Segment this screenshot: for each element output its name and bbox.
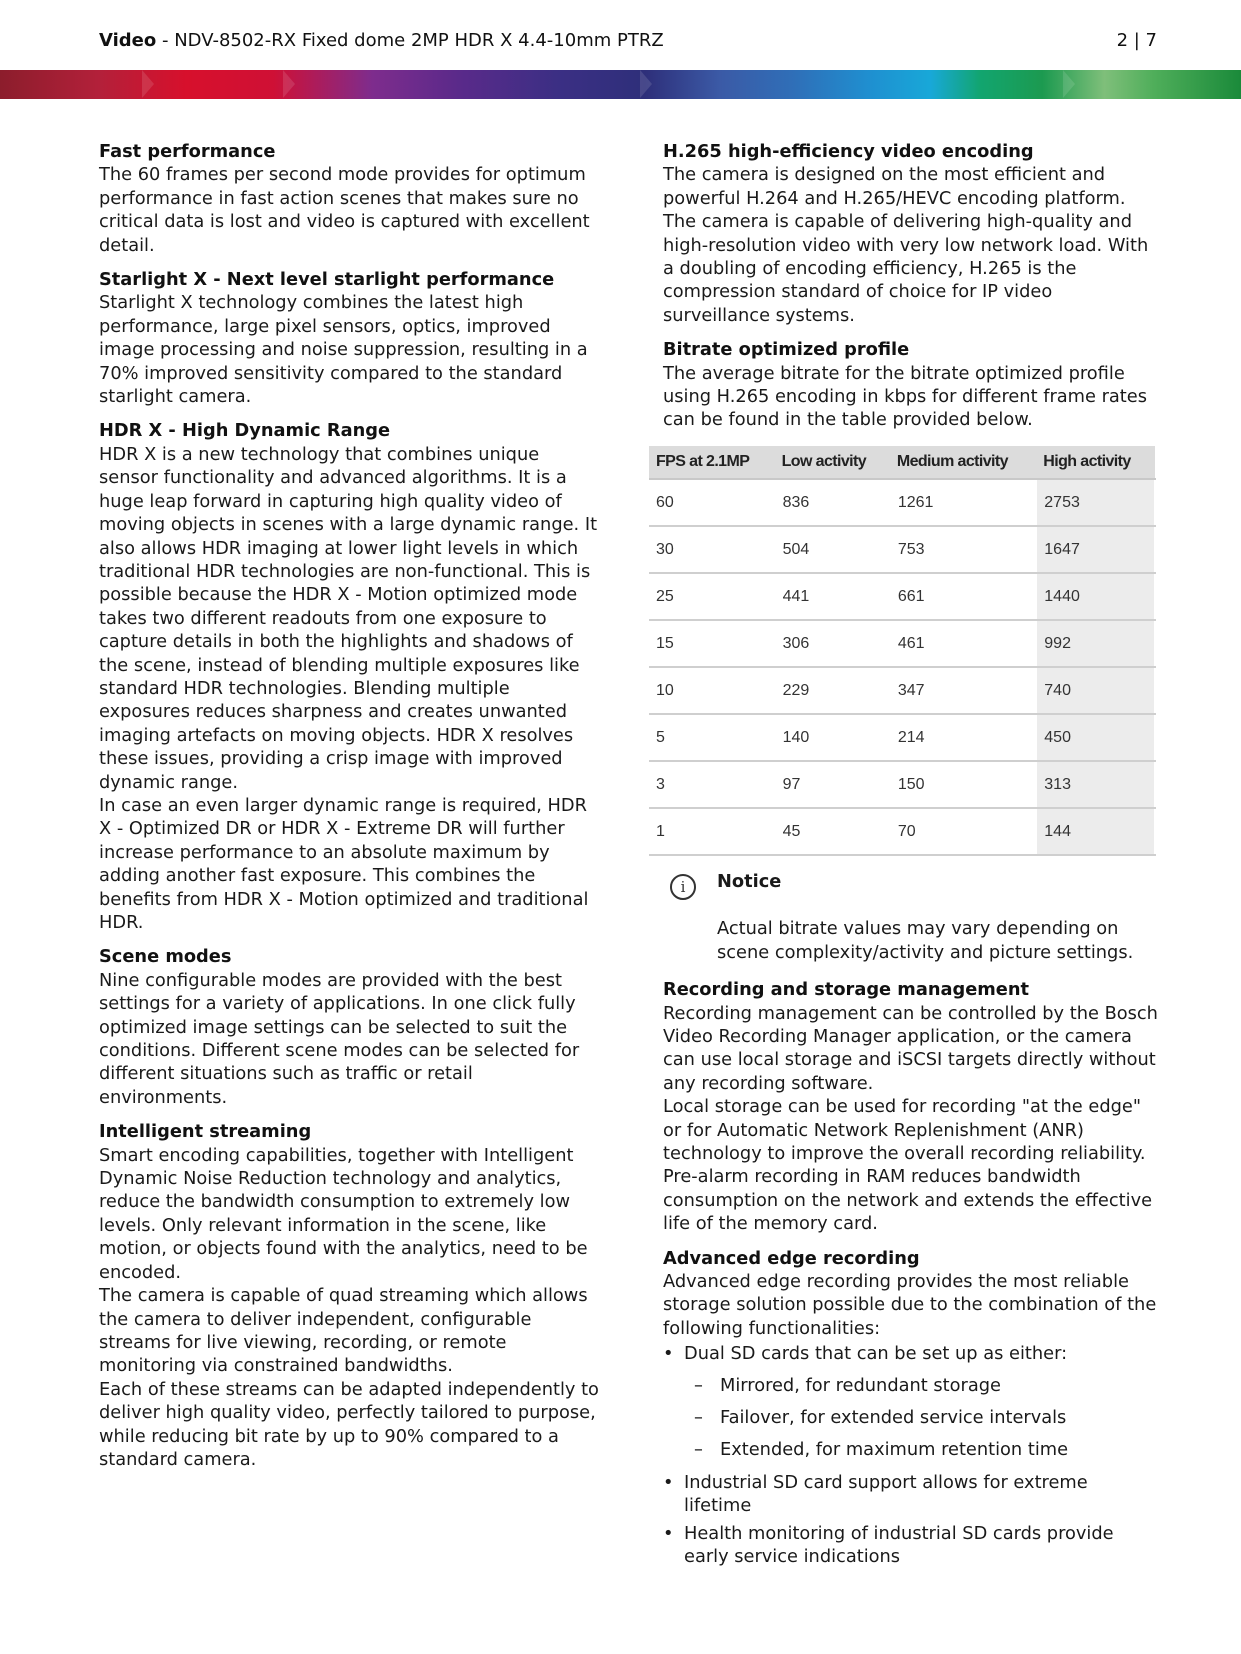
sub-list-item: – Extended, for maximum retention time (684, 1438, 1159, 1461)
section-text: The camera is designed on the most efficient and powerful H.264 and H.265/HEVC encoding platform. The camera is capable of delivering high-quality and high-resolution video with very low network load. With a doubling of encoding efficiency, H.265 is the compression standard of choice for IP video surveillance systems. (663, 164, 1149, 326)
table-cell: 60 (649, 479, 775, 526)
section-intelligent-streaming (99, 1120, 599, 1471)
table-cell: 2753 (1036, 479, 1155, 526)
section-heading: Fast performance (99, 141, 276, 162)
table-header-row (649, 446, 1155, 479)
section-text: Smart encoding capabilities, together with Intelligent Dynamic Noise Reduction technology and analytics, reduce the bandwidth consumption to extremely low levels. Only relevant information in the scene, like motion, or objects found with the analytics, need to be encoded. (99, 1144, 588, 1283)
section-recording-storage (663, 978, 1159, 1235)
feature-list (663, 1342, 1159, 1568)
band-chevron (283, 70, 295, 98)
table-cell: 45 (775, 808, 890, 855)
table-cell: 461 (890, 620, 1036, 667)
section-text: HDR X is a new technology that combines unique sensor functionality and advanced algorithms. It is a huge leap forward in capturing high quality video of moving objects in scenes with a large dynamic range. It also allows HDR imaging at lower light levels in which traditional HDR technologies are non-functional. This is possible because the HDR X - Motion optimized mode takes two different readouts from one exposure to capture details in both the highlights and shadows of the scene, instead of blending multiple exposures like standard HDR technologies. Blending multiple exposures reduces sharpness and creates unwanted imaging artefacts on moving objects. HDR X resolves these issues, providing a crisp image with improved dynamic range. (99, 443, 598, 793)
header-title-bold: Video (99, 30, 157, 51)
sub-list-item: – Mirrored, for redundant storage (684, 1374, 1159, 1397)
table-cell: 140 (775, 714, 890, 761)
section-text: The camera is capable of quad streaming which allows the camera to deliver independent, configurable streams for live viewing, recording, or remote monitoring via constrained bandwidths. (99, 1285, 588, 1377)
table-cell: 504 (775, 526, 890, 573)
section-text: The average bitrate for the bitrate optimized profile using H.265 encoding in kbps for different frame rates can be found in the table provided below. (663, 362, 1147, 431)
sub-list-item: – Failover, for extended service intervals (684, 1406, 1159, 1429)
section-heading: Scene modes (99, 946, 232, 968)
section-edge-recording (663, 1247, 1159, 1569)
table-cell: 1 (649, 808, 775, 855)
section-heading: Starlight X - Next level starlight performance (99, 269, 555, 291)
header-title: - NDV-8502-RX Fixed dome 2MP HDR X 4.4-10mm PTRZ (156, 30, 664, 51)
section-heading: HDR X - High Dynamic Range (99, 420, 391, 442)
table-cell: 1261 (890, 479, 1036, 526)
column-header: High activity (1036, 446, 1155, 479)
section-starlight-x (99, 268, 599, 408)
table-cell: 25 (649, 573, 775, 620)
notice-text: Actual bitrate values may vary depending on scene complexity/activity and picture settings. (717, 918, 1134, 963)
table-cell: 740 (1036, 667, 1155, 714)
page-number: 2 | 7 (1116, 30, 1157, 51)
notice-title: Notice (717, 870, 782, 892)
section-fast-performance (99, 140, 599, 257)
table-row (649, 714, 1155, 761)
table-cell: 661 (890, 573, 1036, 620)
page-header (99, 26, 1157, 56)
notice-box (663, 870, 1159, 964)
column-header: Medium activity (890, 446, 1036, 479)
table-row (649, 526, 1155, 573)
table-cell: 150 (890, 761, 1036, 808)
section-heading: Bitrate optimized profile (663, 339, 910, 361)
section-text: Starlight X technology combines the latest high performance, large pixel sensors, optics, improved image processing and noise suppression, resulting in a 70% improved sensitivity compared to the standard starlight camera. (99, 292, 588, 408)
list-item: • Industrial SD card support allows for extreme lifetime (663, 1471, 1159, 1518)
section-text: Nine configurable modes are provided with the best settings for a variety of applications. In one click fully optimized image settings can be selected to suit the conditions. Different scene modes can be selected for different situations such as traffic or retail environments. (99, 969, 580, 1108)
table-cell: 3 (649, 761, 775, 808)
band-chevron (640, 70, 652, 98)
bitrate-table (649, 446, 1156, 856)
color-band-divider (0, 70, 1241, 99)
table-cell: 313 (1036, 761, 1155, 808)
section-heading: H.265 high-efficiency video encoding (663, 141, 1034, 162)
table-cell: 1440 (1036, 573, 1155, 620)
table-cell: 10 (649, 667, 775, 714)
band-chevron (142, 70, 154, 98)
sub-list (684, 1374, 1159, 1462)
section-text: Each of these streams can be adapted independently to deliver high quality video, perfectly tailored to purpose, while reducing bit rate by up to 90% compared to a standard camera. (99, 1378, 599, 1470)
section-heading: Recording and storage management (663, 979, 1030, 1001)
table-row (649, 808, 1155, 855)
section-bitrate-profile (663, 338, 1159, 432)
table-cell: 70 (890, 808, 1036, 855)
list-item-text: Dual SD cards that can be set up as either: (684, 1343, 1068, 1365)
table-cell: 306 (775, 620, 890, 667)
list-item (663, 1342, 1159, 1462)
table-row (649, 620, 1155, 667)
table-cell: 144 (1036, 808, 1155, 855)
info-icon: i (670, 874, 696, 900)
table-cell: 753 (890, 526, 1036, 573)
table-cell: 450 (1036, 714, 1155, 761)
table-cell: 15 (649, 620, 775, 667)
table-row (649, 761, 1155, 808)
section-text: Local storage can be used for recording "at the edge" or for Automatic Network Replenishment (ANR) technology to improve the overall recording reliability. Pre-alarm recording in RAM reduces bandwidth consumption on the network and extends the effective life of the memory card. (663, 1096, 1153, 1235)
section-text: The 60 frames per second mode provides for optimum performance in fast action scenes that makes sure no critical data is lost and video is captured with excellent detail. (99, 164, 590, 256)
section-text: Advanced edge recording provides the most reliable storage solution possible due to the combination of the following functionalities: (663, 1270, 1157, 1339)
section-heading: Intelligent streaming (99, 1121, 312, 1143)
table-cell: 214 (890, 714, 1036, 761)
table-row (649, 667, 1155, 714)
table-row (649, 479, 1155, 526)
section-heading: Advanced edge recording (663, 1247, 920, 1269)
table-cell: 347 (890, 667, 1036, 714)
table-row (649, 573, 1155, 620)
left-column (99, 140, 599, 1482)
section-hdr-x (99, 419, 599, 934)
table-cell: 441 (775, 573, 890, 620)
section-h265 (663, 140, 1159, 327)
section-text: Recording management can be controlled by the Bosch Video Recording Manager application, or the camera can use local storage and iSCSI targets directly without any recording software. (663, 1002, 1158, 1094)
table-cell: 5 (649, 714, 775, 761)
list-item: • Health monitoring of industrial SD cards provide early service indications (663, 1522, 1159, 1569)
section-text: In case an even larger dynamic range is required, HDR X - Optimized DR or HDR X - Extreme DR will further increase performance to an absolute maximum by adding another fast exposure. This combines the benefits from HDR X - Motion optimized and traditional HDR. (99, 794, 589, 933)
column-header: Low activity (775, 446, 890, 479)
column-header: FPS at 2.1MP (649, 446, 775, 479)
table-cell: 30 (649, 526, 775, 573)
table-body (649, 479, 1155, 855)
section-scene-modes (99, 945, 599, 1109)
table-cell: 229 (775, 667, 890, 714)
table-cell: 836 (775, 479, 890, 526)
table-cell: 992 (1036, 620, 1155, 667)
band-chevron (1063, 70, 1075, 98)
table-cell: 97 (775, 761, 890, 808)
right-column (656, 140, 1159, 1579)
table-cell: 1647 (1036, 526, 1155, 573)
